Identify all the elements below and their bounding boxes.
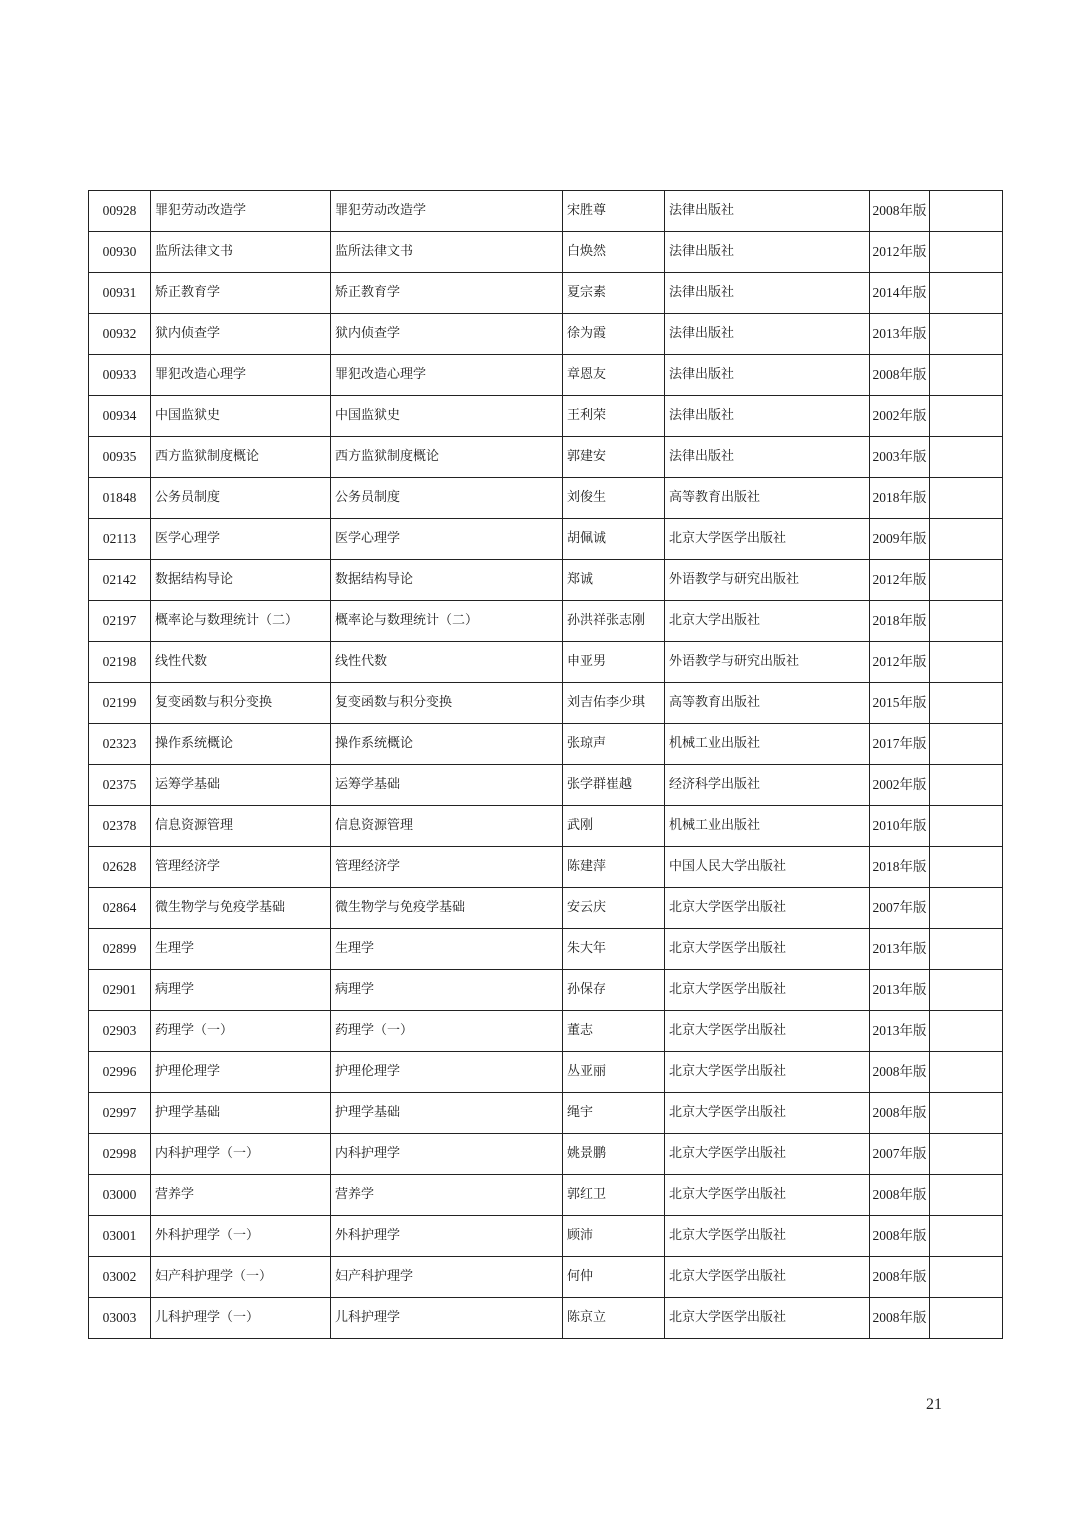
publisher-cell: 北京大学医学出版社 [665, 1011, 870, 1052]
note-cell [930, 560, 1003, 601]
course-name-cell: 操作系统概论 [151, 724, 331, 765]
note-cell [930, 273, 1003, 314]
textbook-title-cell: 监所法律文书 [331, 232, 563, 273]
edition-cell: 2008年版 [870, 1175, 930, 1216]
table-row [89, 1216, 1003, 1257]
course-code-cell: 02998 [89, 1134, 151, 1175]
course-name-cell: 医学心理学 [151, 519, 331, 560]
author-cell: 张琼声 [563, 724, 665, 765]
note-cell [930, 314, 1003, 355]
publisher-cell: 外语教学与研究出版社 [665, 560, 870, 601]
note-cell [930, 929, 1003, 970]
note-cell [930, 765, 1003, 806]
course-code-cell: 00928 [89, 191, 151, 232]
course-name-cell: 西方监狱制度概论 [151, 437, 331, 478]
textbook-title-cell: 罪犯改造心理学 [331, 355, 563, 396]
publisher-cell: 法律出版社 [665, 232, 870, 273]
edition-cell: 2008年版 [870, 1216, 930, 1257]
course-code-cell: 03000 [89, 1175, 151, 1216]
note-cell [930, 601, 1003, 642]
course-code-cell: 02899 [89, 929, 151, 970]
course-name-cell: 信息资源管理 [151, 806, 331, 847]
edition-cell: 2013年版 [870, 970, 930, 1011]
course-code-cell: 02997 [89, 1093, 151, 1134]
author-cell: 顾沛 [563, 1216, 665, 1257]
course-name-cell: 病理学 [151, 970, 331, 1011]
course-code-cell: 02996 [89, 1052, 151, 1093]
table-row [89, 191, 1003, 232]
publisher-cell: 北京大学医学出版社 [665, 1298, 870, 1339]
note-cell [930, 191, 1003, 232]
table-row [89, 970, 1003, 1011]
note-cell [930, 1175, 1003, 1216]
textbook-title-cell: 内科护理学 [331, 1134, 563, 1175]
course-name-cell: 监所法律文书 [151, 232, 331, 273]
textbook-title-cell: 操作系统概论 [331, 724, 563, 765]
course-code-cell: 00933 [89, 355, 151, 396]
course-name-cell: 罪犯改造心理学 [151, 355, 331, 396]
note-cell [930, 847, 1003, 888]
textbook-title-cell: 儿科护理学 [331, 1298, 563, 1339]
publisher-cell: 法律出版社 [665, 437, 870, 478]
note-cell [930, 642, 1003, 683]
publisher-cell: 北京大学医学出版社 [665, 519, 870, 560]
textbook-title-cell: 管理经济学 [331, 847, 563, 888]
table-body [89, 191, 1003, 1339]
course-name-cell: 公务员制度 [151, 478, 331, 519]
course-code-cell: 03003 [89, 1298, 151, 1339]
note-cell [930, 1052, 1003, 1093]
table-row [89, 355, 1003, 396]
publisher-cell: 机械工业出版社 [665, 724, 870, 765]
table-row [89, 437, 1003, 478]
course-name-cell: 运筹学基础 [151, 765, 331, 806]
textbook-title-cell: 医学心理学 [331, 519, 563, 560]
edition-cell: 2013年版 [870, 929, 930, 970]
textbook-title-cell: 妇产科护理学 [331, 1257, 563, 1298]
edition-cell: 2013年版 [870, 1011, 930, 1052]
course-name-cell: 矫正教育学 [151, 273, 331, 314]
note-cell [930, 1216, 1003, 1257]
table-row [89, 1093, 1003, 1134]
textbook-title-cell: 罪犯劳动改造学 [331, 191, 563, 232]
course-name-cell: 儿科护理学（一） [151, 1298, 331, 1339]
edition-cell: 2008年版 [870, 1093, 930, 1134]
course-name-cell: 数据结构导论 [151, 560, 331, 601]
note-cell [930, 970, 1003, 1011]
course-name-cell: 妇产科护理学（一） [151, 1257, 331, 1298]
publisher-cell: 法律出版社 [665, 396, 870, 437]
publisher-cell: 外语教学与研究出版社 [665, 642, 870, 683]
course-name-cell: 营养学 [151, 1175, 331, 1216]
edition-cell: 2007年版 [870, 888, 930, 929]
edition-cell: 2015年版 [870, 683, 930, 724]
course-name-cell: 内科护理学（一） [151, 1134, 331, 1175]
edition-cell: 2018年版 [870, 847, 930, 888]
course-name-cell: 护理伦理学 [151, 1052, 331, 1093]
textbook-table [88, 190, 1003, 1339]
publisher-cell: 经济科学出版社 [665, 765, 870, 806]
edition-cell: 2010年版 [870, 806, 930, 847]
author-cell: 胡佩诚 [563, 519, 665, 560]
edition-cell: 2018年版 [870, 478, 930, 519]
course-code-cell: 03002 [89, 1257, 151, 1298]
table-row [89, 765, 1003, 806]
table-row [89, 314, 1003, 355]
table-row [89, 929, 1003, 970]
course-code-cell: 00935 [89, 437, 151, 478]
course-code-cell: 02113 [89, 519, 151, 560]
note-cell [930, 355, 1003, 396]
author-cell: 白焕然 [563, 232, 665, 273]
author-cell: 董志 [563, 1011, 665, 1052]
author-cell: 陈建萍 [563, 847, 665, 888]
note-cell [930, 806, 1003, 847]
publisher-cell: 中国人民大学出版社 [665, 847, 870, 888]
publisher-cell: 法律出版社 [665, 191, 870, 232]
author-cell: 朱大年 [563, 929, 665, 970]
note-cell [930, 888, 1003, 929]
textbook-title-cell: 微生物学与免疫学基础 [331, 888, 563, 929]
course-code-cell: 02628 [89, 847, 151, 888]
course-code-cell: 00930 [89, 232, 151, 273]
course-code-cell: 02199 [89, 683, 151, 724]
table-row [89, 683, 1003, 724]
author-cell: 安云庆 [563, 888, 665, 929]
author-cell: 姚景鹏 [563, 1134, 665, 1175]
course-code-cell: 02901 [89, 970, 151, 1011]
author-cell: 郭红卫 [563, 1175, 665, 1216]
author-cell: 丛亚丽 [563, 1052, 665, 1093]
course-code-cell: 02197 [89, 601, 151, 642]
course-name-cell: 中国监狱史 [151, 396, 331, 437]
author-cell: 刘吉佑李少琪 [563, 683, 665, 724]
course-code-cell: 02864 [89, 888, 151, 929]
note-cell [930, 232, 1003, 273]
textbook-title-cell: 概率论与数理统计（二） [331, 601, 563, 642]
edition-cell: 2007年版 [870, 1134, 930, 1175]
publisher-cell: 北京大学医学出版社 [665, 1052, 870, 1093]
table-row [89, 642, 1003, 683]
author-cell: 徐为霞 [563, 314, 665, 355]
table-row [89, 888, 1003, 929]
course-name-cell: 线性代数 [151, 642, 331, 683]
course-name-cell: 管理经济学 [151, 847, 331, 888]
course-name-cell: 复变函数与积分变换 [151, 683, 331, 724]
edition-cell: 2008年版 [870, 1257, 930, 1298]
course-code-cell: 02378 [89, 806, 151, 847]
course-name-cell: 护理学基础 [151, 1093, 331, 1134]
publisher-cell: 北京大学医学出版社 [665, 929, 870, 970]
course-name-cell: 外科护理学（一） [151, 1216, 331, 1257]
table-row [89, 396, 1003, 437]
author-cell: 绳宇 [563, 1093, 665, 1134]
note-cell [930, 683, 1003, 724]
course-code-cell: 00932 [89, 314, 151, 355]
publisher-cell: 高等教育出版社 [665, 478, 870, 519]
edition-cell: 2012年版 [870, 642, 930, 683]
textbook-title-cell: 矫正教育学 [331, 273, 563, 314]
author-cell: 郭建安 [563, 437, 665, 478]
note-cell [930, 437, 1003, 478]
course-code-cell: 02375 [89, 765, 151, 806]
author-cell: 郑诚 [563, 560, 665, 601]
course-name-cell: 生理学 [151, 929, 331, 970]
note-cell [930, 519, 1003, 560]
table-row [89, 601, 1003, 642]
author-cell: 宋胜尊 [563, 191, 665, 232]
textbook-title-cell: 狱内侦查学 [331, 314, 563, 355]
publisher-cell: 北京大学出版社 [665, 601, 870, 642]
publisher-cell: 北京大学医学出版社 [665, 1216, 870, 1257]
table-row [89, 478, 1003, 519]
course-code-cell: 01848 [89, 478, 151, 519]
course-code-cell: 02198 [89, 642, 151, 683]
course-name-cell: 罪犯劳动改造学 [151, 191, 331, 232]
publisher-cell: 机械工业出版社 [665, 806, 870, 847]
publisher-cell: 北京大学医学出版社 [665, 1175, 870, 1216]
note-cell [930, 1298, 1003, 1339]
author-cell: 夏宗素 [563, 273, 665, 314]
publisher-cell: 北京大学医学出版社 [665, 1093, 870, 1134]
textbook-title-cell: 病理学 [331, 970, 563, 1011]
edition-cell: 2002年版 [870, 396, 930, 437]
note-cell [930, 478, 1003, 519]
note-cell [930, 1011, 1003, 1052]
table-row [89, 560, 1003, 601]
textbook-title-cell: 药理学（一） [331, 1011, 563, 1052]
publisher-cell: 北京大学医学出版社 [665, 888, 870, 929]
author-cell: 孙保存 [563, 970, 665, 1011]
table-row [89, 1052, 1003, 1093]
edition-cell: 2018年版 [870, 601, 930, 642]
edition-cell: 2003年版 [870, 437, 930, 478]
publisher-cell: 北京大学医学出版社 [665, 1134, 870, 1175]
table-row [89, 847, 1003, 888]
table-row [89, 273, 1003, 314]
author-cell: 王利荣 [563, 396, 665, 437]
edition-cell: 2008年版 [870, 1052, 930, 1093]
publisher-cell: 法律出版社 [665, 355, 870, 396]
textbook-title-cell: 复变函数与积分变换 [331, 683, 563, 724]
textbook-title-cell: 外科护理学 [331, 1216, 563, 1257]
author-cell: 孙洪祥张志刚 [563, 601, 665, 642]
author-cell: 申亚男 [563, 642, 665, 683]
course-name-cell: 狱内侦查学 [151, 314, 331, 355]
course-code-cell: 00931 [89, 273, 151, 314]
textbook-title-cell: 护理学基础 [331, 1093, 563, 1134]
table-row [89, 232, 1003, 273]
textbook-title-cell: 营养学 [331, 1175, 563, 1216]
textbook-title-cell: 数据结构导论 [331, 560, 563, 601]
publisher-cell: 法律出版社 [665, 273, 870, 314]
page-number: 21 [926, 1396, 942, 1413]
table-row [89, 1011, 1003, 1052]
author-cell: 刘俊生 [563, 478, 665, 519]
textbook-title-cell: 生理学 [331, 929, 563, 970]
publisher-cell: 北京大学医学出版社 [665, 970, 870, 1011]
table-row [89, 1134, 1003, 1175]
edition-cell: 2013年版 [870, 314, 930, 355]
course-code-cell: 02903 [89, 1011, 151, 1052]
table-row [89, 1298, 1003, 1339]
edition-cell: 2002年版 [870, 765, 930, 806]
textbook-title-cell: 护理伦理学 [331, 1052, 563, 1093]
author-cell: 陈京立 [563, 1298, 665, 1339]
textbook-title-cell: 中国监狱史 [331, 396, 563, 437]
edition-cell: 2014年版 [870, 273, 930, 314]
course-code-cell: 00934 [89, 396, 151, 437]
table-row [89, 806, 1003, 847]
edition-cell: 2008年版 [870, 191, 930, 232]
publisher-cell: 高等教育出版社 [665, 683, 870, 724]
table-row [89, 1257, 1003, 1298]
edition-cell: 2012年版 [870, 560, 930, 601]
publisher-cell: 北京大学医学出版社 [665, 1257, 870, 1298]
course-code-cell: 02323 [89, 724, 151, 765]
edition-cell: 2012年版 [870, 232, 930, 273]
textbook-title-cell: 西方监狱制度概论 [331, 437, 563, 478]
table-row [89, 724, 1003, 765]
course-code-cell: 02142 [89, 560, 151, 601]
table-row [89, 1175, 1003, 1216]
author-cell: 武刚 [563, 806, 665, 847]
edition-cell: 2008年版 [870, 355, 930, 396]
publisher-cell: 法律出版社 [665, 314, 870, 355]
note-cell [930, 1134, 1003, 1175]
course-name-cell: 微生物学与免疫学基础 [151, 888, 331, 929]
note-cell [930, 1093, 1003, 1134]
note-cell [930, 724, 1003, 765]
edition-cell: 2008年版 [870, 1298, 930, 1339]
textbook-title-cell: 公务员制度 [331, 478, 563, 519]
table-row [89, 519, 1003, 560]
author-cell: 张学群崔越 [563, 765, 665, 806]
textbook-title-cell: 运筹学基础 [331, 765, 563, 806]
author-cell: 章恩友 [563, 355, 665, 396]
course-code-cell: 03001 [89, 1216, 151, 1257]
edition-cell: 2009年版 [870, 519, 930, 560]
textbook-title-cell: 线性代数 [331, 642, 563, 683]
author-cell: 何仲 [563, 1257, 665, 1298]
textbook-title-cell: 信息资源管理 [331, 806, 563, 847]
course-name-cell: 药理学（一） [151, 1011, 331, 1052]
note-cell [930, 1257, 1003, 1298]
edition-cell: 2017年版 [870, 724, 930, 765]
course-name-cell: 概率论与数理统计（二） [151, 601, 331, 642]
note-cell [930, 396, 1003, 437]
